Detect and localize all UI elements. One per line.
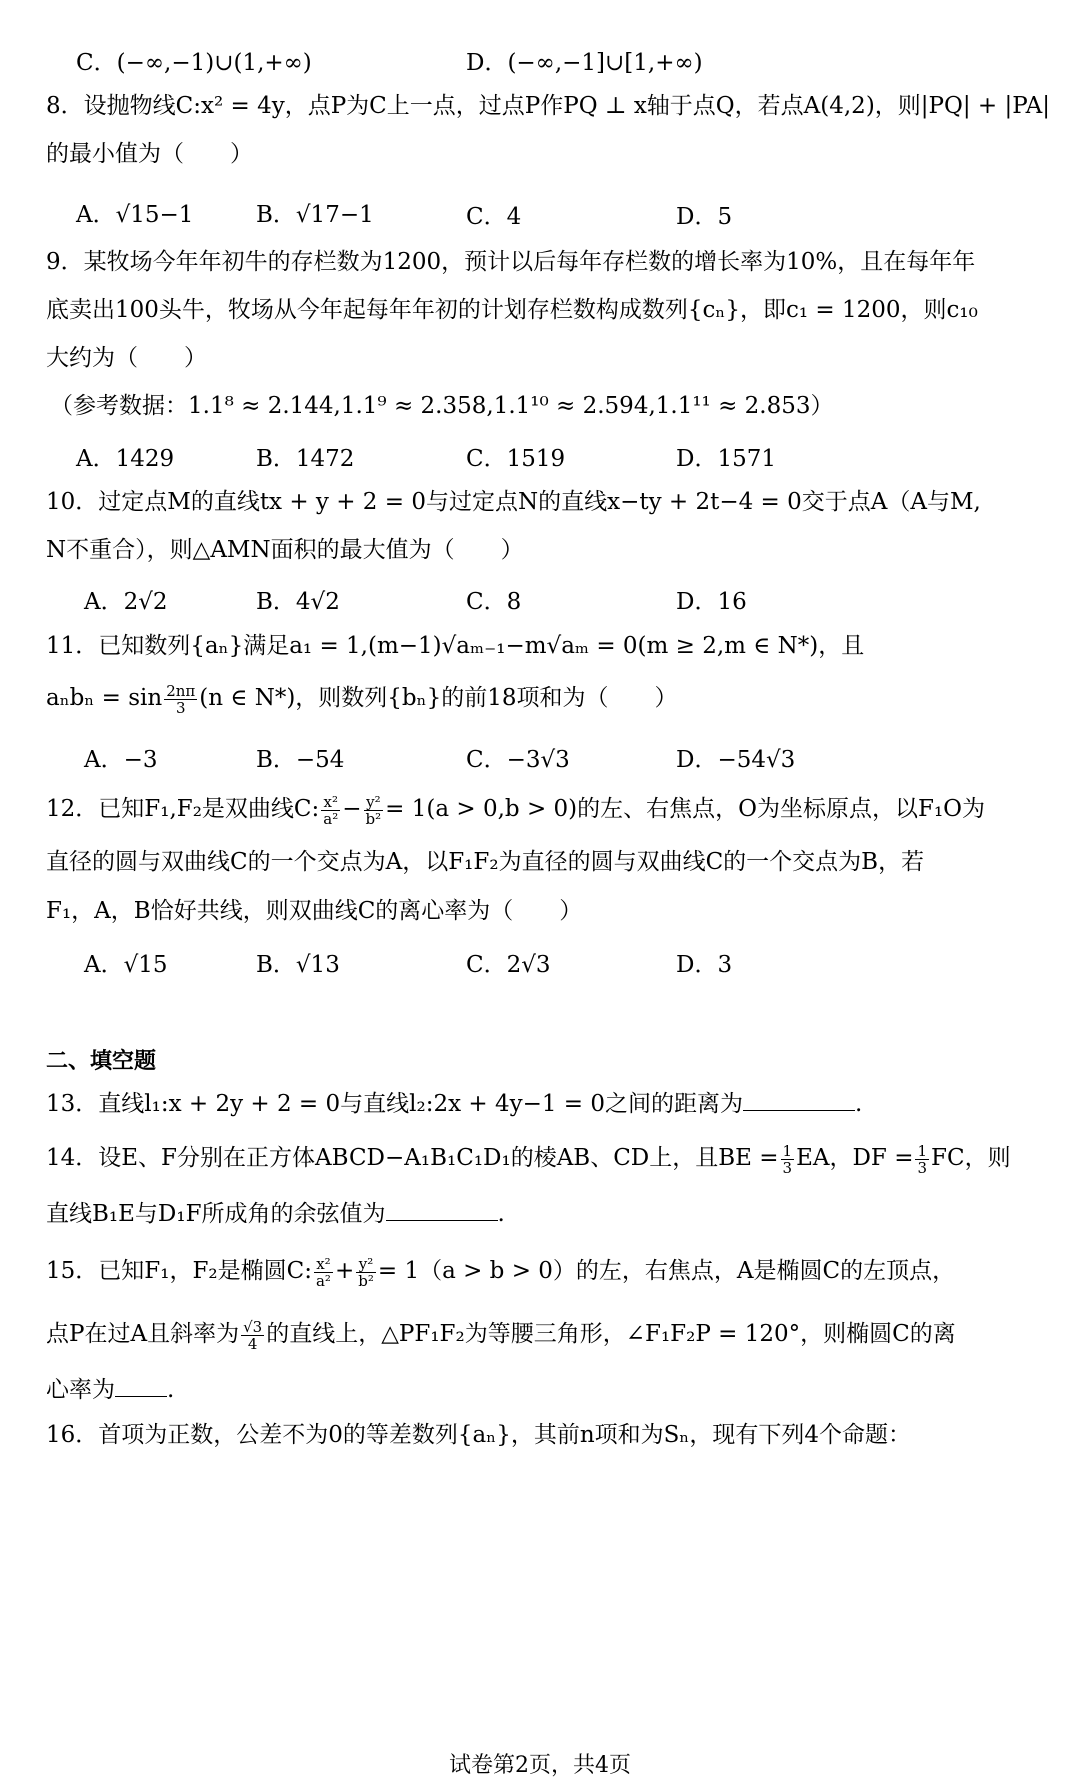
section-title-fill-in: 二、填空题: [46, 1049, 157, 1074]
q11-line2-start: aₙbₙ = sin: [46, 685, 163, 711]
q14-fraction-b: [915, 1143, 929, 1176]
q14-fa-num: 1: [782, 1141, 793, 1160]
q12-option-b: B．√13: [256, 952, 340, 978]
q15-fraction-slope: [241, 1319, 264, 1352]
q14-fb-num: 1: [917, 1141, 928, 1160]
q15-line2-start: 点P在过A且斜率为: [46, 1321, 240, 1347]
q12-fx-den: a²: [323, 809, 339, 828]
q12-line2: 直径的圆与双曲线C的一个交点为A，以F₁F₂为直径的圆与双曲线C的一个交点为B，若: [46, 849, 925, 875]
q12-line1: [46, 793, 1080, 827]
q8-option-c: C．4: [466, 204, 522, 230]
q12-option-a: A．√15: [84, 952, 168, 978]
q10-option-a: A．2√2: [84, 589, 168, 615]
page-footer: 试卷第2页，共4页: [449, 1753, 631, 1778]
q15-answer-blank[interactable]: [115, 1372, 167, 1397]
q15-line2-end: 的直线上，△PF₁F₂为等腰三角形，∠F₁F₂P = 120°，则椭圆C的离: [266, 1321, 956, 1347]
q10-option-b: B．4√2: [256, 589, 340, 615]
q12-fraction-y: [364, 794, 384, 827]
q8-option-d: D．5: [676, 204, 733, 230]
q15-fy-num: y²: [356, 1256, 376, 1273]
q8-option-b: B．√17−1: [256, 202, 374, 228]
q14-line2: [46, 1196, 1080, 1230]
q12-minus: −: [342, 796, 362, 822]
q11-line2-end: (n ∈ N*)，则数列{bₙ}的前18项和为（ ）: [199, 685, 678, 711]
q15-fraction-x: [314, 1256, 333, 1289]
q14-end: .: [497, 1201, 505, 1227]
q7-option-c: C．(−∞,−1)∪(1,+∞): [76, 50, 312, 76]
q11-option-a: A．−3: [84, 747, 158, 773]
q13-answer-blank[interactable]: [743, 1086, 855, 1111]
q11-frac-denominator: 3: [175, 698, 186, 717]
q9-line2: 底卖出100头牛，牧场从今年起每年年初的计划存栏数构成数列{cₙ}，即c₁ = 1200，则c₁₀: [46, 297, 978, 323]
q11-frac-numerator: 2nπ: [166, 681, 196, 700]
q14-answer-blank[interactable]: [386, 1196, 498, 1221]
q12-line1-end: = 1(a > 0,b > 0)的左、右焦点，O为坐标原点，以F₁O为: [385, 796, 986, 822]
q7-option-d: D．(−∞,−1]∪[1,+∞): [466, 50, 703, 76]
q9-option-d: D．1571: [676, 446, 776, 472]
q14-line1-mid: EA，DF =: [796, 1145, 914, 1171]
q15-line1-start: 15．已知F₁，F₂是椭圆C:: [46, 1258, 312, 1284]
q14-line1-end: FC，则: [931, 1145, 1011, 1171]
q11-fraction: [164, 683, 197, 716]
q9-option-c: C．1519: [466, 446, 566, 472]
q15-fx-den: a²: [315, 1271, 331, 1290]
q10-option-d: D．16: [676, 589, 747, 615]
q15-line3: [46, 1372, 1080, 1406]
q15-end: .: [167, 1377, 175, 1403]
q15-line1: [46, 1255, 1080, 1289]
q15-line2: [46, 1318, 1080, 1352]
q12-option-d: D．3: [676, 952, 733, 978]
q9-option-a: A．1429: [76, 446, 175, 472]
q11-line1: 11．已知数列{aₙ}满足a₁ = 1,(m−1)√aₘ₋₁−m√aₘ = 0(m ≥ 2,m ∈ N*)，且: [46, 633, 865, 659]
q12-line1-start: 12．已知F₁,F₂是双曲线C:: [46, 796, 320, 822]
q14-fa-den: 3: [782, 1158, 793, 1177]
q15-fraction-y: [356, 1256, 376, 1289]
q11-option-d: D．−54√3: [676, 747, 796, 773]
q8-option-a: A．√15−1: [76, 202, 194, 228]
q9-option-b: B．1472: [256, 446, 355, 472]
q9-reference-data: （参考数据：1.1⁸ ≈ 2.144,1.1⁹ ≈ 2.358,1.1¹⁰ ≈ 2.594,1.1¹¹ ≈ 2.853）: [50, 393, 834, 419]
q15-fy-den: b²: [358, 1271, 374, 1290]
q12-fy-num: y²: [364, 794, 384, 811]
q15-line1-end: = 1（a > b > 0）的左，右焦点，A是椭圆C的左顶点，: [377, 1258, 956, 1284]
q11-option-c: C．−3√3: [466, 747, 570, 773]
q12-option-c: C．2√3: [466, 952, 551, 978]
q15-line3-text: 心率为: [46, 1377, 115, 1403]
q14-fb-den: 3: [917, 1158, 928, 1177]
q14-line1: [46, 1142, 1080, 1176]
q9-line1: 9．某牧场今年年初牛的存栏数为1200，预计以后每年存栏数的增长率为10%，且在每年年: [46, 249, 976, 275]
q9-line3: 大约为（ ）: [46, 345, 207, 371]
q15-plus: +: [334, 1258, 355, 1284]
q14-fraction-a: [781, 1143, 795, 1176]
q8-line2: 的最小值为（ ）: [46, 141, 253, 167]
q12-line3: F₁，A，B恰好共线，则双曲线C的离心率为（ ）: [46, 898, 583, 924]
q14-line1-start: 14．设E、F分别在正方体ABCD−A₁B₁C₁D₁的棱AB、CD上，且BE =: [46, 1145, 779, 1171]
q12-fraction-x: [321, 794, 340, 827]
q13-line: [46, 1086, 1080, 1120]
q11-line2: [46, 682, 1080, 716]
q11-option-b: B．−54: [256, 747, 345, 773]
q10-line1: 10．过定点M的直线tx + y + 2 = 0与过定点N的直线x−ty + 2t−4 = 0交于点A（A与M,: [46, 489, 981, 515]
q15-slope-num: √3: [243, 1317, 263, 1336]
q13-end: .: [855, 1091, 863, 1117]
q13-text: 13．直线l₁:x + 2y + 2 = 0与直线l₂:2x + 4y−1 = 0之间的距离为: [46, 1091, 744, 1117]
q10-option-c: C．8: [466, 589, 522, 615]
q12-fx-num: x²: [321, 794, 340, 811]
q10-line2: N不重合），则△AMN面积的最大值为（ ）: [46, 537, 524, 563]
q8-line1: 8．设抛物线C:x² = 4y，点P为C上一点，过点P作PQ ⊥ x轴于点Q，若点A(4,2)，则|PQ| + |PA|: [46, 93, 1050, 119]
q15-fx-num: x²: [314, 1256, 333, 1273]
q16-line: 16．首项为正数，公差不为0的等差数列{aₙ}，其前n项和为Sₙ，现有下列4个命题：: [46, 1422, 911, 1448]
q12-fy-den: b²: [365, 809, 382, 828]
q15-slope-den: 4: [247, 1334, 258, 1353]
q14-line2-text: 直线B₁E与D₁F所成角的余弦值为: [46, 1201, 386, 1227]
